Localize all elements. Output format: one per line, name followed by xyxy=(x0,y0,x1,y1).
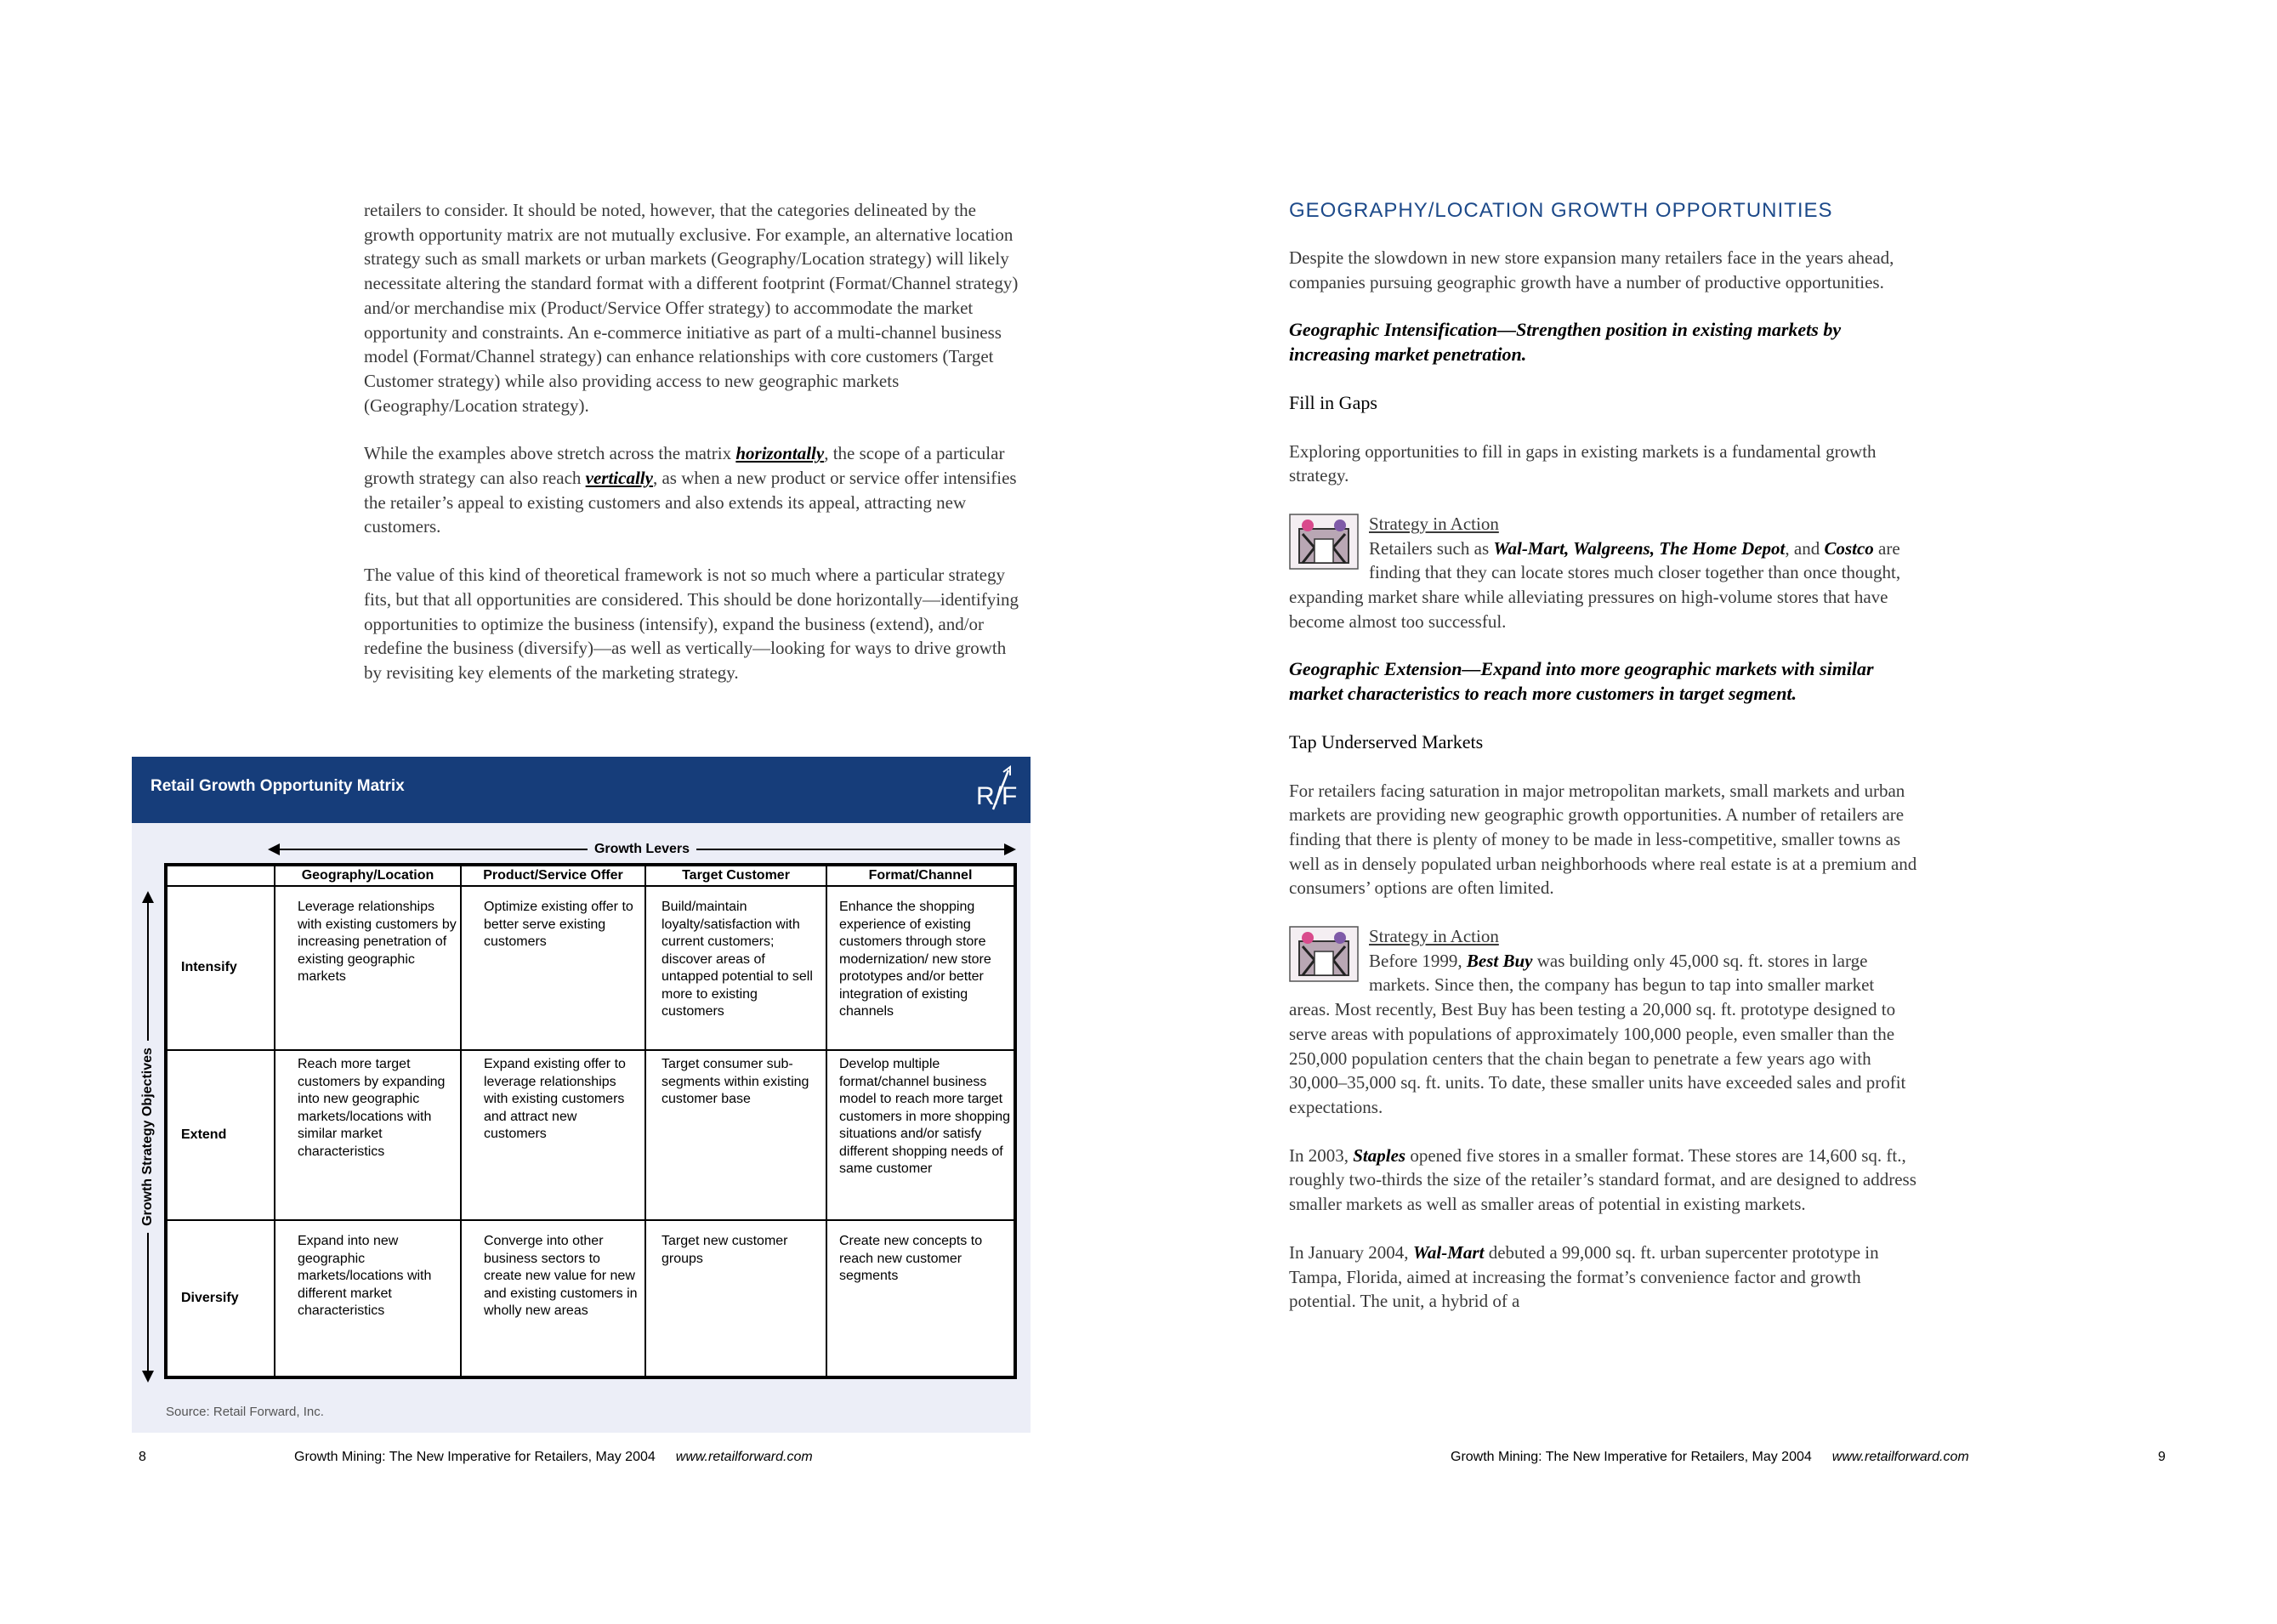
tap-markets-text: For retailers facing saturation in major metropolitan markets, small markets and urban markets are providing new geographic growth opportunities. A number of retailers are finding that there is plenty of money to be made in less-competitive, smaller towns as well as in densely populated urban neighborhoods where real estate is at a premium and consumers’ options are often limited. xyxy=(1289,780,1917,899)
column-header: Format/Channel xyxy=(826,866,1014,886)
matrix-source: Source: Retail Forward, Inc. xyxy=(166,1405,324,1419)
company-names: Wal-Mart, Walgreens, The Home Depot xyxy=(1493,537,1786,559)
company-staples: Staples xyxy=(1353,1144,1406,1166)
right-body-text xyxy=(1289,198,1918,1337)
company-walmart: Wal-Mart xyxy=(1412,1241,1485,1263)
matrix-header xyxy=(132,757,1031,823)
matrix-row-intensify xyxy=(167,886,1014,1050)
footer-right xyxy=(1451,1450,1969,1465)
matrix-cell: Build/maintain loyalty/satisfaction with current customers; discover areas of untapped potential to sell more to existing customers xyxy=(645,886,826,1050)
matrix-cell: Develop multiple format/channel business model to reach more target customers in more shopping situations and/or satisfy different shopping needs of same customer xyxy=(826,1050,1014,1220)
text-run: opened five stores in a smaller format. These stores are 14,600 sq. ft., roughly two-thirds the size of the retailer’s standard format, and are designed to address smaller markets as well as smaller areas of potential in existing markets. xyxy=(1289,1144,1916,1215)
strategy-action-2-text xyxy=(1289,949,1918,1120)
fill-gaps-heading: Fill in Gaps xyxy=(1289,391,1377,413)
page-number-left: 8 xyxy=(139,1450,146,1464)
matrix-cell: Expand into new geographic markets/locations with different market characteristics xyxy=(275,1220,461,1377)
section-heading: GEOGRAPHY/LOCATION GROWTH OPPORTUNITIES xyxy=(1289,199,1833,222)
text-run: , the scope of a particular growth strategy can also reach xyxy=(364,443,1005,489)
matrix-cell: Optimize existing offer to better serve existing customers xyxy=(461,886,645,1050)
matrix-cell: Target consumer sub-segments within existing customer base xyxy=(645,1050,826,1220)
tap-markets-heading: Tap Underserved Markets xyxy=(1289,730,1484,752)
growth-matrix-figure xyxy=(132,757,1031,1433)
matrix-cell: Leverage relationships with existing customers by increasing penetration of existing geographic markets xyxy=(275,886,461,1050)
row-header: Diversify xyxy=(167,1220,275,1377)
matrix-cell: Converge into other business sectors to create new value for new and existing customers in wholly new areas xyxy=(461,1220,645,1377)
staples-paragraph xyxy=(1289,1144,1918,1217)
subsection-heading-extension: Geographic Extension—Expand into more geographic markets with similar market characteristics to reach more customers in target segment. xyxy=(1289,658,1874,705)
matrix-row-diversify xyxy=(167,1220,1014,1377)
matrix-cell: Enhance the shopping experience of existing customers through store modernization/ new store prototypes and/or better integration of existing channels xyxy=(826,886,1014,1050)
emphasis-horizontally: horizontally xyxy=(735,443,825,464)
emphasis-vertically: vertically xyxy=(585,468,653,489)
matrix-corner xyxy=(167,866,275,886)
matrix-title: Retail Growth Opportunity Matrix xyxy=(150,777,405,795)
text-run: In January 2004, xyxy=(1289,1241,1413,1263)
text-run: are finding that they can locate stores much closer together than once thought, expanding market share while alleviating pressures on high-volume stores that have become almost too successful. xyxy=(1289,537,1901,632)
text-run: In 2003, xyxy=(1289,1144,1354,1166)
growth-objectives-label: Growth Strategy Objectives xyxy=(140,1041,156,1233)
company-best-buy: Best Buy xyxy=(1466,950,1533,971)
subsection-heading-intensification: Geographic Intensification—Strengthen position in existing markets by increasing market penetration. xyxy=(1289,319,1842,366)
page-number-right: 9 xyxy=(2158,1450,2166,1464)
matrix-cell: Reach more target customers by expanding into new geographic markets/locations with similar market characteristics xyxy=(275,1050,461,1220)
matrix-cell: Expand existing offer to leverage relationships with existing customers and attract new customers xyxy=(461,1050,645,1220)
strategy-in-action-label: Strategy in Action xyxy=(1369,926,1499,947)
text-run: , and xyxy=(1785,537,1825,559)
left-body-text xyxy=(364,198,1027,709)
column-header: Product/Service Offer xyxy=(461,866,645,886)
matrix-cell: Create new concepts to reach new customer segments xyxy=(826,1220,1014,1377)
walmart-paragraph xyxy=(1289,1241,1918,1314)
arrow-left-icon xyxy=(268,843,280,855)
growth-levers-label: Growth Levers xyxy=(588,840,696,859)
fill-gaps-text: Exploring opportunities to fill in gaps in existing markets is a fundamental growth strategy. xyxy=(1289,440,1877,486)
text-run: While the examples above stretch across the matrix xyxy=(364,443,736,464)
company-costco: Costco xyxy=(1824,537,1874,559)
footer-url: www.retailforward.com xyxy=(675,1450,813,1464)
growth-levers-axis xyxy=(268,840,1016,859)
left-paragraph-3: The value of this kind of theoretical framework is not so much where a particular strategy fits, but that all opportunities are considered. This should be done horizontally—identifying opportunities to optimize the business (intensify), expand the business (extend), and/or redefine the business (diversify)—as well as vertically—looking for ways to drive growth by revisiting key elements of the marketing strategy. xyxy=(364,565,1019,683)
row-header: Extend xyxy=(167,1050,275,1220)
rf-logo-text: R/F xyxy=(976,782,1017,810)
matrix-row-extend xyxy=(167,1050,1014,1220)
strategy-in-action-label: Strategy in Action xyxy=(1369,513,1499,534)
strategy-action-1-text xyxy=(1289,537,1918,634)
text-run: , as when a new product or service offer intensifies the retailer’s appeal to existing customers and also extends its appeal, attracting new customers. xyxy=(364,468,1017,537)
arrow-up-icon xyxy=(142,891,154,903)
growth-objectives-axis xyxy=(137,891,159,1383)
arrow-down-icon xyxy=(142,1371,154,1383)
footer-url: www.retailforward.com xyxy=(1831,1450,1969,1464)
footer-title: Growth Mining: The New Imperative for Retailers, May 2004 xyxy=(294,1450,656,1464)
matrix-cell: Target new customer groups xyxy=(645,1220,826,1377)
row-header: Intensify xyxy=(167,886,275,1050)
matrix-header-row xyxy=(167,866,1014,886)
left-paragraph-1: retailers to consider. It should be noted, however, that the categories delineated by the growth opportunity matrix are not mutually exclusive. For example, an alternative location strategy such as small markets or urban markets (Geography/Location strategy) will likely necessitate altering the standard format with a different footprint (Format/Channel strategy) and/or merchandise mix (Product/Service Offer strategy) to accommodate the market opportunity and constraints. An e-commerce initiative as part of a multi-channel business model (Format/Channel strategy) can enhance relationships with core customers (Target Customer strategy) while also providing access to new geographic markets (Geography/Location strategy). xyxy=(364,200,1019,416)
column-header: Geography/Location xyxy=(275,866,461,886)
strategy-action-1 xyxy=(1289,512,1918,634)
text-run: debuted a 99,000 sq. ft. urban supercenter prototype in Tampa, Florida, aimed at increasing the format’s convenience factor and growth potential. The unit, a hybrid of a xyxy=(1289,1241,1879,1312)
right-intro: Despite the slowdown in new store expansion many retailers face in the years ahead, companies pursuing geographic growth have a number of productive opportunities. xyxy=(1289,247,1894,292)
text-run: Retailers such as xyxy=(1369,537,1494,559)
strategy-in-action-icon xyxy=(1289,926,1359,982)
footer-title: Growth Mining: The New Imperative for Retailers, May 2004 xyxy=(1451,1450,1812,1464)
rf-logo-icon xyxy=(974,764,1017,816)
column-header: Target Customer xyxy=(645,866,826,886)
footer-left xyxy=(294,1450,813,1465)
strategy-action-2 xyxy=(1289,924,1918,1120)
matrix-table xyxy=(166,865,1015,1377)
text-run: Before 1999, xyxy=(1369,950,1467,971)
strategy-in-action-icon xyxy=(1289,514,1359,570)
left-paragraph-2 xyxy=(364,441,1027,539)
arrow-right-icon xyxy=(1004,843,1016,855)
text-run: was building only 45,000 sq. ft. stores in large markets. Since then, the company has begun to tap into smaller market areas. Most recently, Best Buy has been testing a 20,000 sq. ft. prototype designed to serve areas with populations of approximately 100,000 people, even smaller than the 250,000 population centers that the chain began to penetrate a few years ago with 30,000–35,000 sq. ft. units. To date, these smaller units have exceeded sales and profit expectations. xyxy=(1289,950,1906,1117)
